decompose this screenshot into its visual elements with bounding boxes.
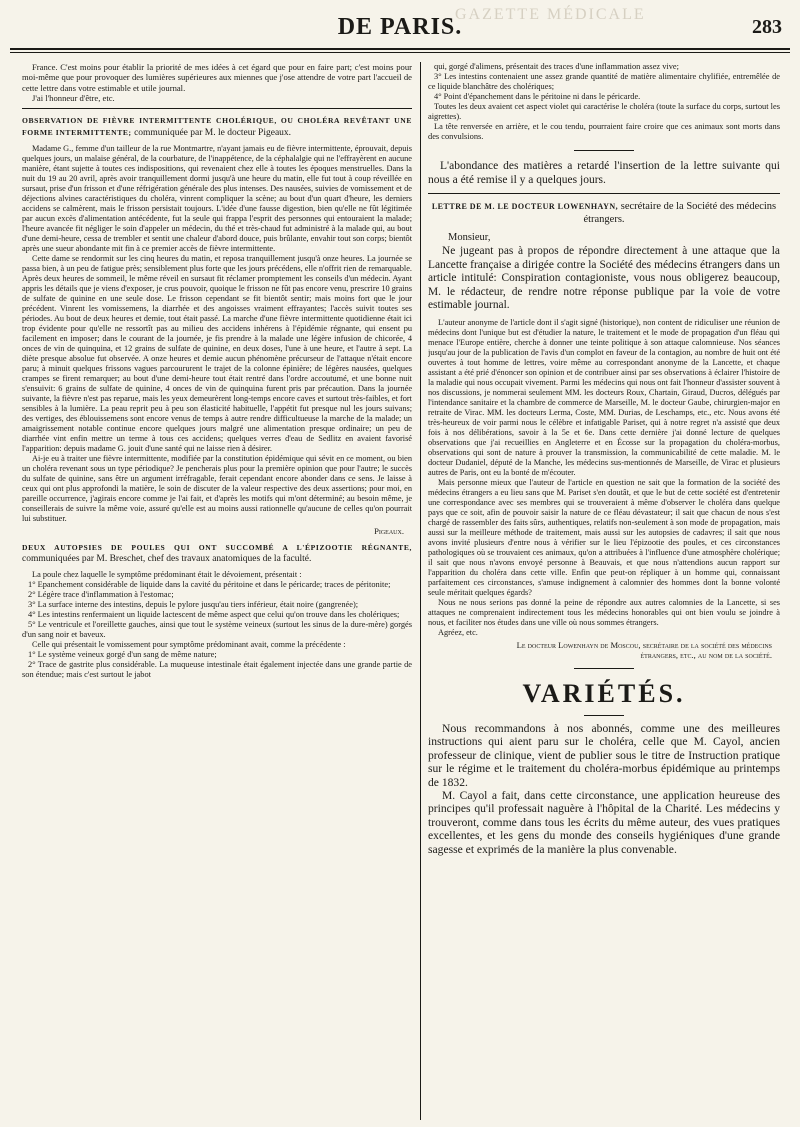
page-title: DE PARIS. bbox=[337, 14, 463, 40]
varietes-paragraph: Nous recommandons à nos abonnés, comme une des meilleures instructions qui aient paru sur le choléra, celle que M. Cayol, ancien professeur de clinique, vient de publier sous le titre de Instruction pratique sur le régime et le traitement du choléra-morbus épidémique au printemps de 1832. bbox=[428, 721, 780, 789]
article2-lead: La poule chez laquelle le symptôme prédominant était le dévoiement, présentait : bbox=[32, 569, 302, 579]
header-rule bbox=[10, 48, 790, 50]
autopsy-list-1 bbox=[22, 580, 412, 640]
article1-paragraph: Madame G., femme d'un tailleur de la rue Montmartre, n'ayant jamais eu de fièvre intermittente, éprouvait, depuis quelques jours, un malaise général, de la courbature, de l'inappétence, de la céphalalgie qui ne l'effrayèrent en aucune manière, étant sujette à toutes ces indispositions, qui revenaient chez elle à toutes les époques menstruelles. Dans la nuit du 19 au 20 avril, après avoir tranquillement dormi jusqu'à une heure du matin, elle fut tout à coup réveillée en sursaut, prise d'un frisson et d'une réfrigération générale des plus intenses. Des nausées, suivies de vomissement et de déjections alvines caractéristiques du choléra, vinrent compliquer la scène; au bout d'un quart d'heure, les derniers accidens se calmèrent, mais le frisson persistait toujours. L'idée d'une fausse digestion, bien qu'elle ne fût légitimée par aucun excès d'alimentation antécédente, fut la seule qui frappa l'esprit des personnes qui entouraient la malade; l'heure avancée fit négliger le soin d'appeler un médecin, du thé et très-chaud fut administré à la malade qui, au bout d'une demi-heure, cessa de trembler et sentit une chaleur d'abord douce, puis brûlante, envahir tout son corps; bientôt après une sueur abondante mit fin à ce premier accès de fièvre intermittente. bbox=[22, 143, 412, 253]
letter-signature: Le docteur Lowenhayn de Moscou, secrétaire de la société des médecins étrangers, etc., au nom de la société. bbox=[516, 639, 772, 660]
letter-agreez: Agréez, etc. bbox=[438, 627, 478, 637]
letter-lead: Ne jugeant pas à propos de répondre directement à une attaque que la Lancette française a dirigée contre la Société des médecins étrangers dans un article intitulé: Conspiration contagioniste, vous nous obligerez beaucoup, M. le rédacteur, de rendre notre réponse publique par la voie de votre estimable journal. bbox=[428, 245, 780, 312]
article1-paragraph: Cette dame se rendormit sur les cinq heures du matin, et reposa tranquillement jusqu'à onze heures. La journée se passa bien, à un peu de fatigue près; sensiblement plus forte que les jours précédens, elle n'offrit rien de remarquable. Après deux heures de sommeil, le même réveil en sursaut fit réclamer promptement les conseils d'un médecin. Ayant appris les détails que je viens d'exposer, je crus pouvoir, quoique le frisson ne fût pas encore venu, prescrire 10 grains de sulfate de quinine en une seule dose. Le frisson cependant se fit bientôt sentir; mais moins fort que le jour précédent. Vinrent les vomissemens, la diarrhée et des angoisses vraiment effrayantes; l'accès suivit toutes ses périodes. Au bout de deux heures et demie, tout était passé. La marche d'une fièvre intermittente quotidienne était ici trop évidente pour qu'elle ne ressortît pas au milieu des accidens inhérens à l'épidémie régnante, qui ensent pu facilement en imposer; dans le courant de la journée, je fis prendre à la malade une légère infusion de chicorée, 4 onces de vin de quinquina, et 12 grains de sulfate de quinine, en deux doses, l'une à une heure, et l'autre à sept. La diète presque absolue fut observée. A onze heures et demie aucun phénomène précurseur de l'attaque n'était encore paru; à minuit quelques frissons vagues parcoururent le trajet de la colonne épinière; de légères nausées, quelques crampes se firent remarquer; au bout d'une demi-heure tout était rentré dans l'ordre accoutumé, et une bonne nuit s'ensuivit: 6 grains de sulfate de quinine, 4 onces de vin de quinquina furent pris par précaution. Dans la journée suivante, la fièvre n'est pas reparue, mais les yeux demeurèrent long-temps encore caves et surtout très-faibles, et fort sensibles à la lumière. La peau reprit peu à peu son élasticité habituelle, l'appétit fut presque nul les jours suivans; des vertiges, des éblouissemens sont encore venus de temps à autre rendre difficultueuse la marche de la malade; un amaigrissement notable continue encore quelques jours malgré une alimentation presque ordinaire; un peu de diarrhée vint enfin mettre un terme à tous ces accidens; quelques verres d'eau de Sedlitz en avaient favorisé l'apparition: depuis madame G. jouit d'une santé qui ne laisse rien à désirer. bbox=[22, 253, 412, 453]
intro-paragraph: France. C'est moins pour établir la priorité de mes idées à cet égard que pour en faire part; c'est moins pour moi-même que pour provoquer des lumières supérieures aux miennes que j'ose attendre de votre part l'accueil de cette lettre dans votre estimable et utile journal. bbox=[22, 62, 412, 93]
list-item: 5° Le ventricule et l'oreillette gauches, ainsi que tout le système veineux (surtout les sinus de la dure-mère) gorgés d'un sang noir et baveux. bbox=[22, 619, 412, 639]
article1-title-caps: OBSERVATION DE FIÈVRE INTERMITTENTE CHOLÉRIQUE, OU CHOLÉRA REVÊTANT UNE FORME INTERMITTENTE; bbox=[22, 115, 412, 138]
title-underline bbox=[584, 715, 624, 716]
letter-divider bbox=[428, 193, 780, 194]
header-rule-thin bbox=[10, 52, 790, 53]
letter-title-rest: secrétaire de la Société des médecins étrangers. bbox=[583, 201, 777, 225]
list-item: 3° Les intestins contenaient une assez grande quantité de matière alimentaire chylifiée, entremêlée de ce liquide blanchâtre des cholériques; bbox=[428, 72, 780, 91]
autopsy-continuation bbox=[428, 62, 780, 142]
list-item: La tête renversée en arrière, et le cou tendu, pourraient faire croire que ces animaux sont morts dans des convulsions. bbox=[428, 122, 780, 141]
letter-paragraph: Nous ne nous serions pas donné la peine de répondre aux autres calomnies de la Lancette, si ses attaques ne comprenaient indirectement tous les médecins honorables qui ont bien voulu se joindre à nous, et faciliter nos études dans une ville où nous sommes étrangers. bbox=[428, 597, 780, 627]
list-item: Toutes les deux avaient cet aspect violet qui caractérise le choléra (toute la surface du corps, surtout les aigrettes). bbox=[428, 102, 780, 121]
article-divider bbox=[22, 108, 412, 109]
closing-line: J'ai l'honneur d'être, etc. bbox=[32, 93, 115, 104]
article1-paragraph: Ai-je eu à traiter une fièvre intermittente, modifiée par la constitution épidémique qui sévit en ce moment, ou bien un choléra revenant sous un type périodique? Je pencherais plus pour la première opinion que pour l'autre; le succès du sulfate de quinine, sans être un argument irréfragable, ferait cependant encore abonder dans ce sens. Je laisse à ceux qui ont plus approfondi la matière, le soin de discuter de la valeur respective des deux assertions; pour moi, en pareille occurrence, j'agirais encore comme je l'ai fait, et d'après les motifs qui m'ont déterminé; au besoin même, je conseillerais de suivre la même voie, assuré qu'elle est au moins aussi rationnelle qu'aucune de celles qu'on pourrait lui substituer. bbox=[22, 453, 412, 523]
letter-paragraph: Mais personne mieux que l'auteur de l'article en question ne sait que la formation de la société des médecins étrangers a eu lieu sans que M. Pariset s'en doutât, et que le but de cette société est d'entretenir une correspondance avec ses membres qui se trouveraient à même d'observer le choléra dans quelque pays que ce soit, afin de pouvoir saisir la nature de ce fléau dévastateur; il sait que chacun de nous s'est chargé de rassembler des faits sûrs, authentiques, relatifs non-seulement à son mode de propagation, mais aussi sur la meilleure méthode de traitement, mais aussi sur les autopsies de cadavres; il sait que nous avons invité plusieurs d'entre nous à vérifier sur le lieu l'épizootie des poules, et ces circonstances pathologiques où se trouvaient ces animaux, qu'on a attribuées à l'influence d'une atmosphère cholérique; il sait que nous n'avons envoyé personne à Beauvais, et que nous n'attendions aucun rapport sur l'apparition du choléra dans cette ville. Enfin que peut-on répliquer à un homme qui, connaissant parfaitement ces circonstances, s'amuse indignement à calomnier des hommes dont la bonne volonté seule méritait quelques égards? bbox=[428, 477, 780, 597]
list-item: 4° Point d'épanchement dans le péritoine ni dans le péricarde. bbox=[434, 92, 641, 101]
varietes-title: VARIÉTÉS. bbox=[522, 678, 686, 708]
list-item: 4° Les intestins renfermaient un liquide lactescent de même aspect que celui qu'on trouve dans les cholériques; bbox=[28, 609, 400, 619]
list-item: 2° Légère trace d'inflammation à l'estomac; bbox=[28, 589, 174, 599]
article1-title-rest: communiquée par M. le docteur Pigeaux. bbox=[134, 128, 292, 139]
article2-lead: Celle qui présentait le vomissement pour symptôme prédominant avait, comme la précédente : bbox=[32, 639, 346, 649]
letter-title bbox=[428, 200, 780, 226]
list-item: 2° Trace de gastrite plus considérable. La muqueuse intestinale était également injectée dans une grande partie de son étendue; mais c'est surtout le jabot bbox=[22, 659, 412, 679]
column-separator bbox=[420, 62, 421, 1120]
article2-title bbox=[22, 542, 412, 566]
autopsy-list-2 bbox=[22, 650, 412, 680]
left-column bbox=[22, 62, 412, 1122]
list-item: 3° La surface interne des intestins, depuis le pylore jusqu'au tiers inférieur, était noire (gangrenée); bbox=[28, 599, 359, 609]
letter-title-caps: LETTRE DE M. LE DOCTEUR LOWENHAYN, bbox=[431, 202, 619, 211]
list-item: qui, gorgé d'alimens, présentait des traces d'une inflammation assez vive; bbox=[434, 62, 679, 71]
list-item: 1° Le système veineux gorgé d'un sang de même nature; bbox=[28, 649, 217, 659]
varietes-paragraph: M. Cayol a fait, dans cette circonstance, une application heureuse des principes qu'il professait naguère à l'hôpital de la Charité. Les médecins y trouveront, comme dans tous les écrits du même auteur, des vues pratiques excellentes, et les gens du monde des conseils hygiéniques d'une grande sagesse et exprimés de la manière la plus convenable. bbox=[428, 789, 780, 856]
article1-signature: Pigeaux. bbox=[374, 525, 404, 536]
letter-intro: L'abondance des matières a retardé l'insertion de la lettre suivante qui nous a été remise il y a quelques jours. bbox=[428, 160, 780, 186]
page-header bbox=[0, 0, 800, 50]
article2-title-rest: communiquées par M. Breschet, chef des travaux anatomiques de la faculté. bbox=[22, 554, 312, 565]
letter-paragraph: L'auteur anonyme de l'article dont il s'agit signé (historique), non content de ridiculiser une réunion de médecins dont l'unique but est d'étudier la nature, le traitement et le mode de propagation d'un fléau qui menace l'Europe entière, cherche à donner une teinte politique à son attaque calomnieuse. Nos séances jusqu'au jour de la publication de l'avis d'un complot en faveur de la contagion, au nombre de huit ont été ouvertes à tout homme de lettres, voire même au correspondant anonyme de la Lancette, et chaque assistant a été prié d'énoncer son opinion et de contribuer ainsi par ses observations à éclairer l'histoire de la maladie qui nous occupait vivement. Parmi les médecins qui nous ont fait l'honneur d'assister souvent à nos discussions, je nommerai seulement MM. les docteurs Roux, Chartain, Giraud, Ducros, délégués par l'intendance sanitaire et la chambre de commerce de Marseille, M. le docteur Gaube, chirurgien-major en retraite de Virac. MM. les docteurs Lerma, Coste, MM. Durias, de Leschamps, etc., etc. Nous avons été très-heureux de voir parmi nous le célèbre et infatigable Pariset, qui à notre regret n'a assisté que deux fois à nos délibérations, savoir à la 5e et 6e. Dans cette dernière j'ai donné lecture de quelques observations que j'ai recueillies en Angleterre et en Écosse sur la propagation du choléra-morbus, observations qui sont de nature à prouver la transmission, la communicabilité de cette maladie. M. le docteur Dudaniel, député de la Manche, les médecins sus-mentionnés de Marseille, de Virac et plusieurs autres de Paris, ont eu la bonté de m'écouter. bbox=[428, 317, 780, 477]
section-divider bbox=[574, 668, 634, 669]
section-divider bbox=[574, 150, 634, 151]
bleed-through-header: GAZETTE MÉDICALE bbox=[455, 6, 646, 23]
letter-salutation: Monsieur, bbox=[448, 232, 491, 243]
right-column bbox=[428, 62, 780, 1122]
page-number: 283 bbox=[752, 16, 782, 38]
article1-title bbox=[22, 115, 412, 140]
list-item: 1° Epanchement considérable de liquide dans la cavité du péritoine et dans le péricarde; traces de péritonite; bbox=[28, 579, 391, 589]
article2-title-caps: DEUX AUTOPSIES DE POULES QUI ONT SUCCOMBÉ A L'ÉPIZOOTIE RÉGNANTE, bbox=[22, 542, 412, 552]
